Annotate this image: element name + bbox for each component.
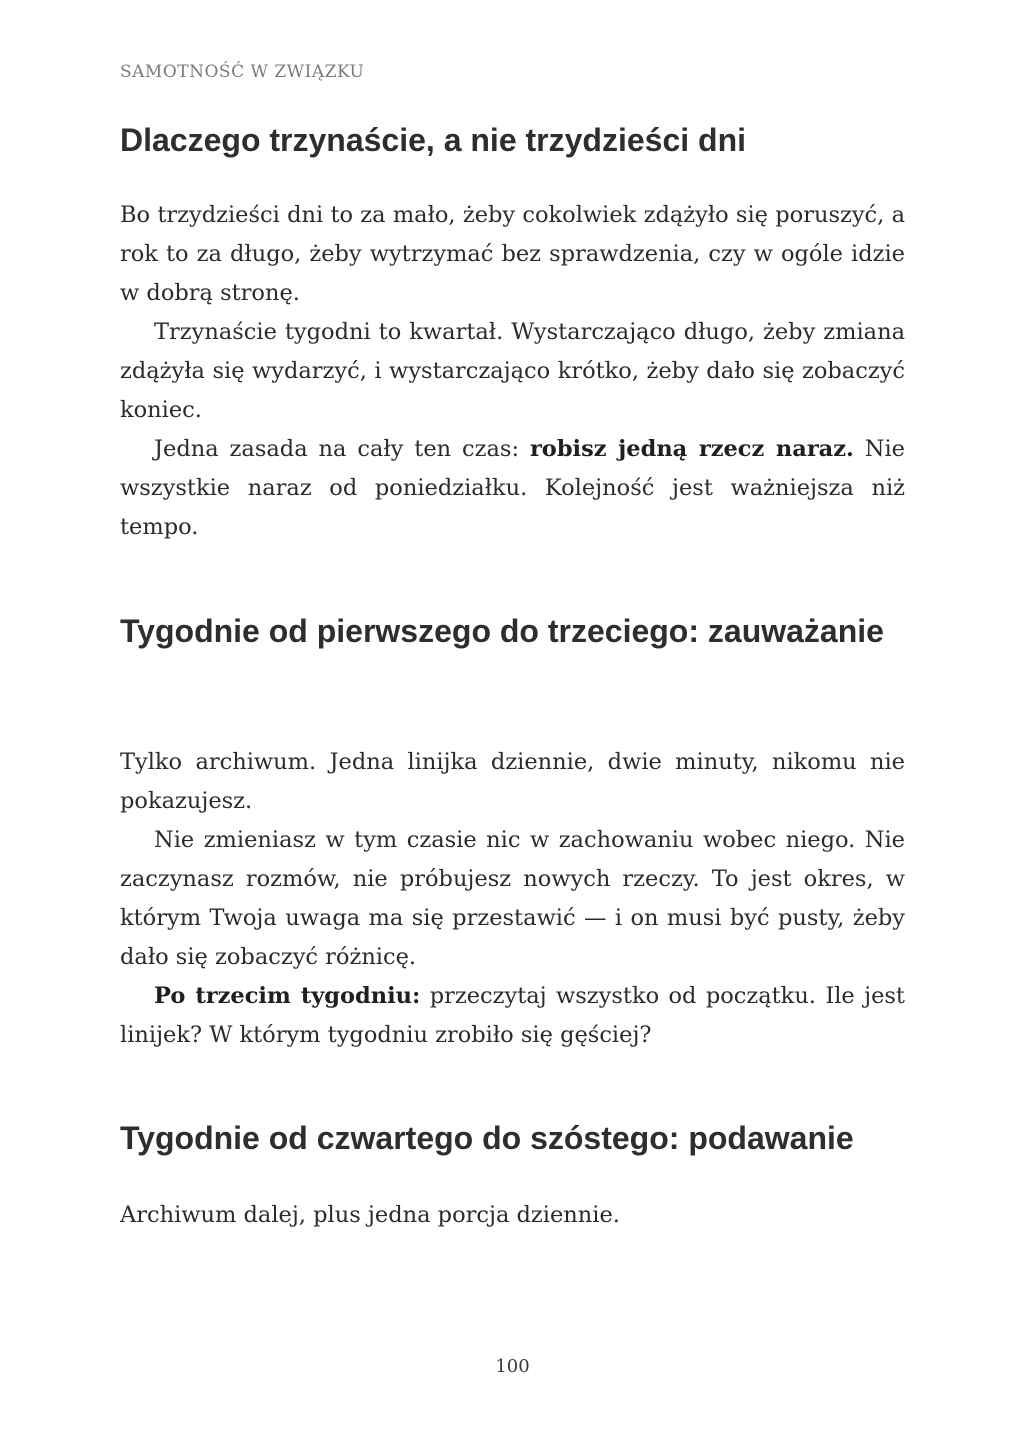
paragraph: Archiwum dalej, plus jedna porcja dziennie. (120, 1202, 620, 1228)
section-body-weeks-4-6 (120, 1196, 905, 1235)
section-heading-thirteen-weeks: Dlaczego trzynaście, a nie trzydzieści dni (120, 122, 746, 158)
paragraph-one-rule (120, 430, 905, 547)
paragraph: Tylko archiwum. Jedna linijka dziennie, dwie minuty, nikomu nie pokazujesz. (120, 749, 905, 814)
bold-emphasis: Po trzecim tygodniu: (154, 983, 421, 1009)
text-run: Jedna zasada na cały ten czas: (154, 436, 530, 462)
page-number: 100 (495, 1356, 530, 1377)
bold-emphasis: robisz jedną rzecz naraz. (529, 436, 854, 462)
section-body-thirteen-weeks (120, 196, 905, 547)
section-heading-weeks-4-6: Tygodnie od czwartego do szóstego: podawanie (120, 1120, 854, 1156)
text-run: Nie wszystkie naraz od poniedziałku. Kolejność jest ważniejsza niż tempo. (120, 436, 905, 540)
text-run: przeczytaj wszystko od początku. Ile jest linijek? W którym tygodniu zrobiło się gęściej? (120, 983, 905, 1048)
section-body-weeks-1-3 (120, 743, 905, 1055)
paragraph: Bo trzydzieści dni to za mało, żeby cokolwiek zdążyło się poruszyć, a rok to za długo, żeby wytrzymać bez sprawdzenia, czy w ogóle idzie w dobrą stronę. (120, 202, 905, 306)
paragraph: Nie zmieniasz w tym czasie nic w zachowaniu wobec niego. Nie zaczynasz rozmów, nie próbujesz nowych rzeczy. To jest okres, w którym Twoja uwaga ma się przestawić — i on musi być pusty, żeby dało się zobaczyć różnicę. (120, 827, 905, 970)
running-header: SAMOTNOŚĆ W ZWIĄZKU (120, 62, 365, 82)
paragraph-after-third-week (120, 977, 905, 1055)
section-heading-weeks-1-3: Tygodnie od pierwszego do trzeciego: zauważanie (120, 613, 884, 649)
book-page (120, 0, 905, 1453)
paragraph: Trzynaście tygodni to kwartał. Wystarczająco długo, żeby zmiana zdążyła się wydarzyć, i wystarczająco krótko, żeby dało się zobaczyć koniec. (120, 319, 905, 423)
